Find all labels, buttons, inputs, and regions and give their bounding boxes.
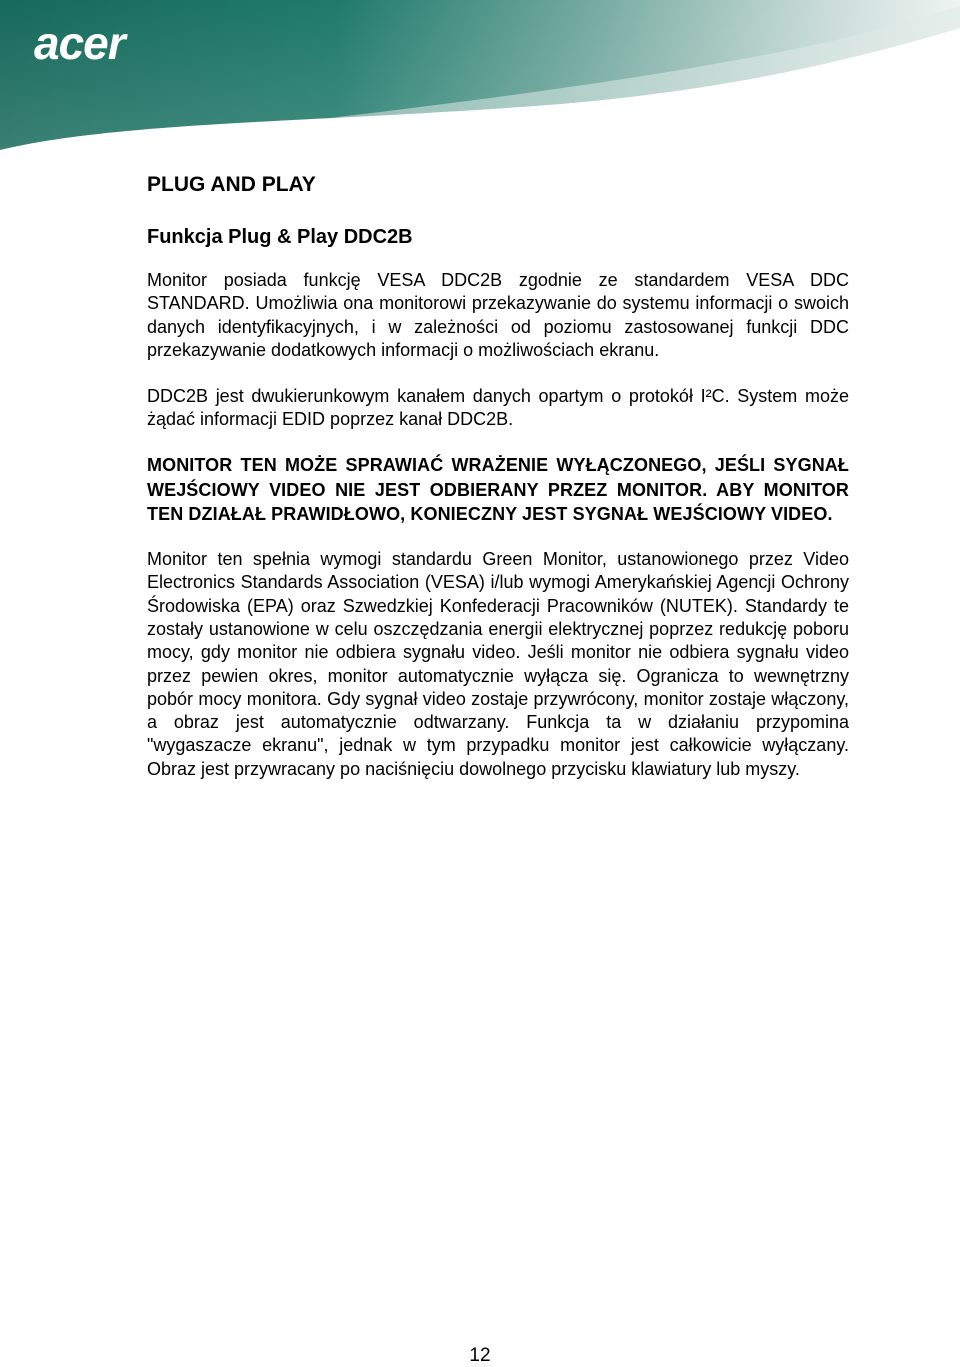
acer-logo: acer (34, 17, 125, 69)
paragraph-ddc2b-intro: Monitor posiada funkcję VESA DDC2B zgodnie ze standardem VESA DDC STANDARD. Umożliwia ona monitorowi przekazywanie do systemu informacji o swoich danych identyfikacyjnych, i w zależności od poziomu zastosowanej funkcji DDC przekazywanie dodatkowych informacji o możliwościach ekranu. (147, 270, 849, 361)
paragraph-ddc2b-channel: DDC2B jest dwukierunkowym kanałem danych opartym o protokół I²C. System może żądać informacji EDID poprzez kanał DDC2B. (147, 385, 849, 430)
subsection-title: Funkcja Plug & Play DDC2B (147, 226, 413, 248)
header-banner (0, 0, 960, 150)
banner-graphic (0, 0, 960, 150)
section-title: PLUG AND PLAY (147, 173, 316, 196)
page-number: 12 (469, 1345, 491, 1366)
paragraph-green-monitor: Monitor ten spełnia wymogi standardu Green Monitor, ustanowionego przez Video Electronics Standards Association (VESA) i/lub wymogi Amerykańskiej Agencji Ochrony Środowiska (EPA) oraz Szwedzkiej Konfederacji Pracowników (NUTEK). Standardy te zostały ustanowione w celu oszczędzania energii elektrycznej poprzez redukcję poboru mocy, gdy monitor nie odbiera sygnału video. Jeśli monitor nie odbiera sygnału video przez pewien okres, monitor automatycznie wyłącza się. Ogranicza to wewnętrzny pobór mocy monitora. Gdy sygnał video zostaje przywrócony, monitor zostaje włączony, a obraz jest automatycznie odtwarzany. Funkcja ta w działaniu przypomina "wygaszacze ekranu", jednak w tym przypadku monitor jest całkowicie wyłączany. Obraz jest przywracany po naciśnięciu dowolnego przycisku klawiatury lub myszy. (147, 549, 849, 779)
document-body (147, 170, 849, 803)
paragraph-warning: MONITOR TEN MOŻE SPRAWIAĆ WRAŻENIE WYŁĄCZONEGO, JEŚLI SYGNAŁ WEJŚCIOWY VIDEO NIE JEST ODBIERANY PRZEZ MONITOR. ABY MONITOR TEN DZIAŁAŁ PRAWIDŁOWO, KONIECZNY JEST SYGNAŁ WEJŚCIOWY VIDEO. (147, 455, 849, 524)
